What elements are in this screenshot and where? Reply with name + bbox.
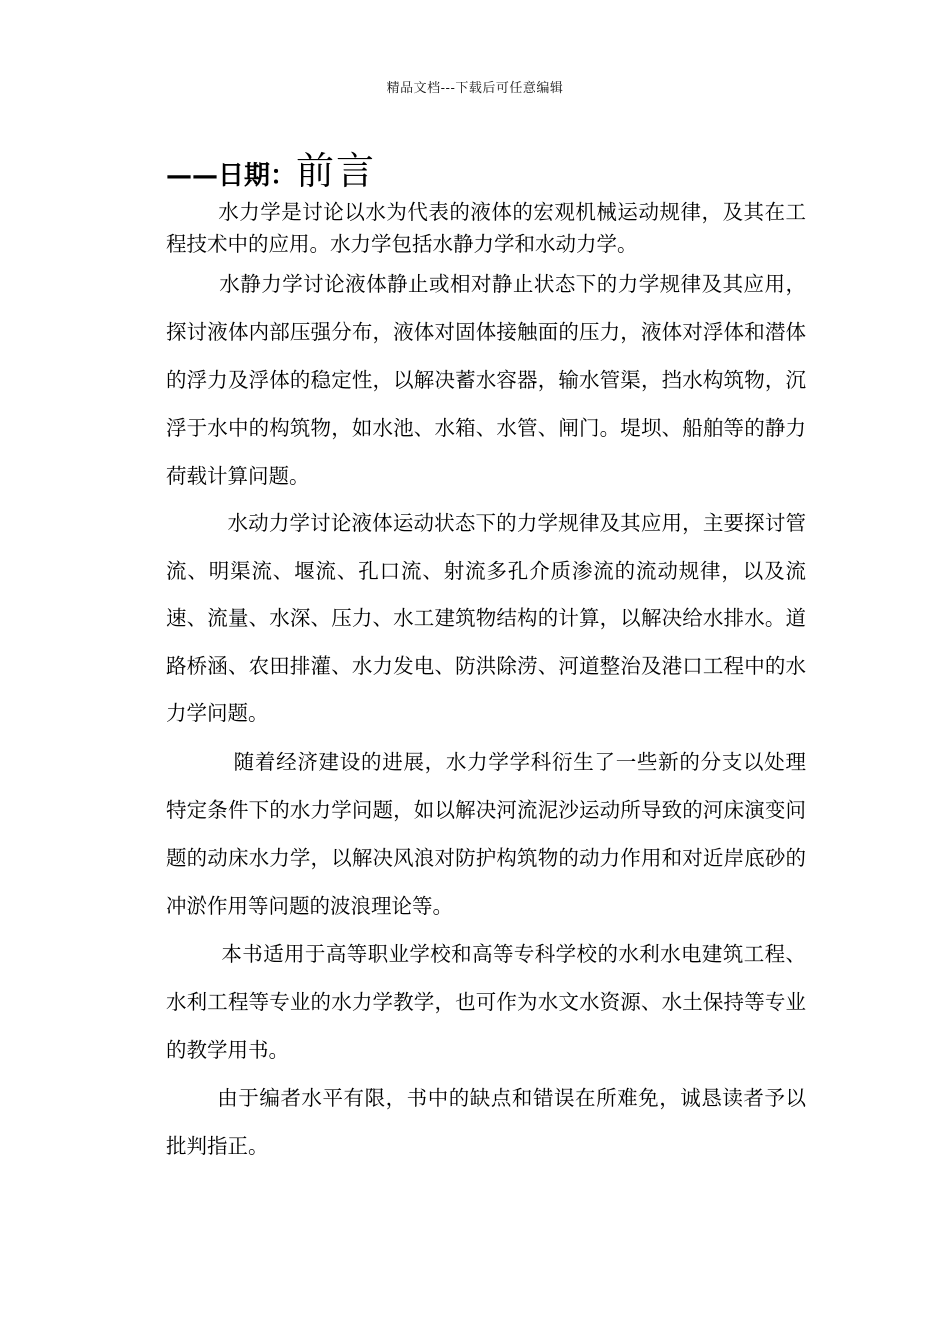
title-main: 前言 — [296, 149, 377, 193]
document-body — [166, 196, 806, 1170]
page-header: 精品文档---下载后可任意编辑 — [386, 81, 564, 96]
paragraph-hydrostatics: 水静力学讨论液体静止或相对静止状态下的力学规律及其应用，探讨液体内部压强分布，液体对固体接触面的压力，液体对浮体和潜体的浮力及浮体的稳定性，以解决蓄水容器，输水管渠，挡水构筑物，沉浮于水中的构筑物，如水池、水箱、水管、闸门。堤坝、船舶等的静力荷载计算问题。 — [166, 272, 806, 488]
paragraph-new-branches: 随着经济建设的进展，水力学学科衍生了一些新的分支以处理特定条件下的水力学问题，如以解决河流泥沙运动所导致的河床演变问题的动床水力学，以解决风浪对防护构筑物的动力作用和对近岸底砂的冲淤作用等问题的波浪理论等。 — [166, 749, 806, 918]
paragraph-closing: 由于编者水平有限，书中的缺点和错误在所难免，诚恳读者予以批判指正。 — [166, 1085, 806, 1158]
title-date-prefix: ——日期： — [166, 161, 297, 191]
paragraph-intro: 水力学是讨论以水为代表的液体的宏观机械运动规律，及其在工程技术中的应用。水力学包括水静力学和水动力学。 — [166, 200, 806, 256]
paragraph-hydrodynamics: 水动力学讨论液体运动状态下的力学规律及其应用，主要探讨管流、明渠流、堰流、孔口流、射流多孔介质渗流的流动规律，以及流速、流量、水深、压力、水工建筑物结构的计算，以解决给水排水。道路桥涵、农田排灌、水力发电、防洪除涝、河道整治及港口工程中的水力学问题。 — [166, 511, 806, 725]
paragraph-applicability: 本书适用于高等职业学校和高等专科学校的水利水电建筑工程、水利工程等专业的水力学教学，也可作为水文水资源、水土保持等专业的教学用书。 — [166, 941, 806, 1062]
